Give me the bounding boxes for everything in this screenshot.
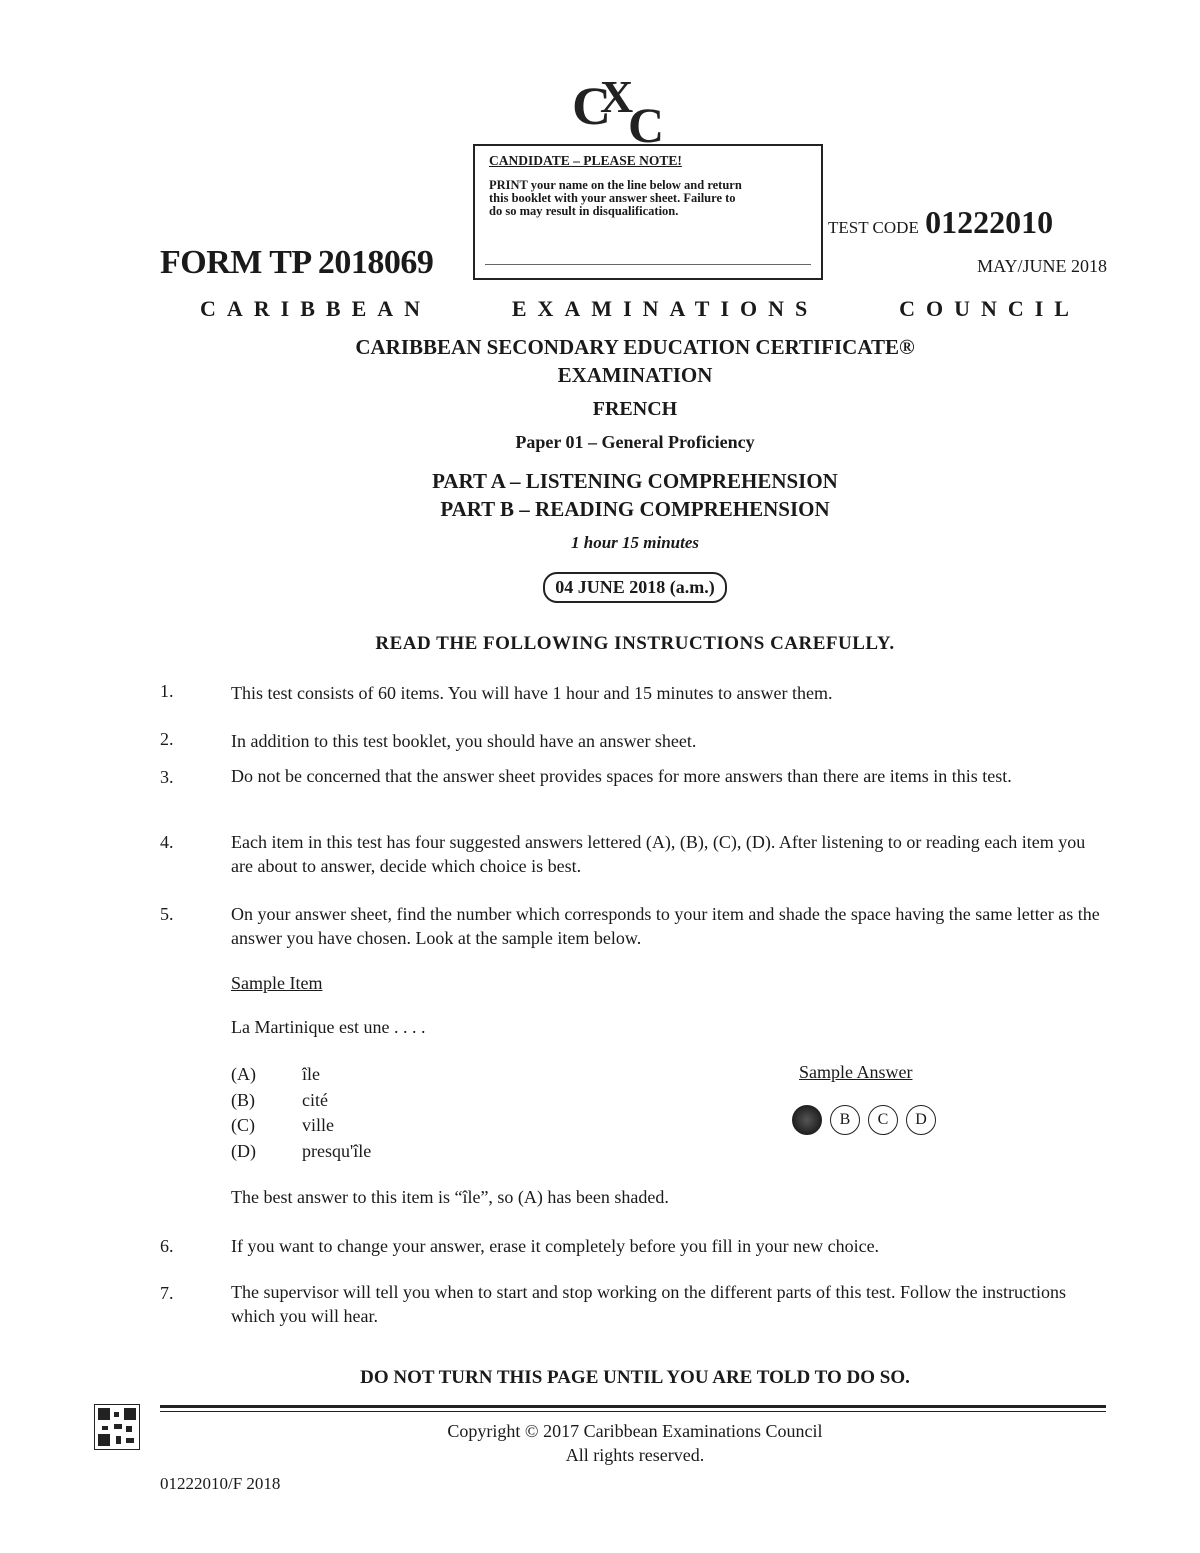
form-id: FORM TP 2018069	[160, 244, 434, 281]
option-text: île	[302, 1064, 320, 1084]
duration: 1 hour 15 minutes	[570, 533, 699, 552]
cxc-logo	[570, 72, 675, 147]
instruction-text: In addition to this test booklet, you should have an answer sheet.	[231, 731, 697, 751]
paper-title: Paper 01 – General Proficiency	[515, 432, 755, 452]
instruction-number: 5.	[160, 904, 174, 924]
parts-block	[0, 467, 1200, 523]
candidate-notice-box	[473, 144, 823, 280]
svg-text:C: C	[572, 76, 611, 136]
instruction-text: This test consists of 60 items. You will have 1 hour and 15 minutes to answer them.	[231, 683, 833, 703]
option-letter: (B)	[231, 1090, 255, 1110]
council-name	[200, 296, 1080, 322]
footer-code: 01222010/F 2018	[160, 1474, 281, 1493]
subject-title: FRENCH	[592, 398, 678, 420]
answer-bubble-d[interactable]: D	[906, 1105, 936, 1135]
council-word-3: COUNCIL	[899, 296, 1080, 321]
instruction-text: Each item in this test has four suggested answers lettered (A), (B), (C), (D). After listening to or reading each item you are about to answer, decide which choice is best.	[231, 832, 1086, 876]
instruction-number: 7.	[160, 1283, 174, 1303]
option-text: cité	[302, 1090, 328, 1110]
council-word-1: CARIBBEAN	[200, 296, 432, 321]
answer-bubble-b[interactable]: B	[830, 1105, 860, 1135]
part-a-title: PART A – LISTENING COMPREHENSION	[432, 469, 838, 493]
svg-text:C: C	[628, 97, 665, 147]
certificate-name: CARIBBEAN SECONDARY EDUCATION CERTIFICATE®	[355, 335, 915, 359]
sample-question: La Martinique est une . . . .	[231, 1017, 426, 1037]
instruction-text: The supervisor will tell you when to start and stop working on the different parts of this test. Follow the instructions which you will hear.	[231, 1282, 1067, 1326]
sample-item-title: Sample Item	[231, 973, 323, 993]
copyright-text: Copyright © 2017 Caribbean Examinations Council	[447, 1421, 823, 1441]
instruction-number: 3.	[160, 767, 174, 787]
answer-bubbles	[792, 1105, 936, 1135]
option-text: presqu'île	[302, 1141, 372, 1161]
examination-label: EXAMINATION	[557, 363, 713, 387]
instruction-number: 4.	[160, 832, 174, 852]
instructions-heading: READ THE FOLLOWING INSTRUCTIONS CAREFULLY.	[375, 633, 895, 654]
instruction-number: 6.	[160, 1236, 174, 1256]
exam-date-wrapper	[0, 572, 1200, 603]
notice-line-2: this booklet with your answer sheet. Failure to	[489, 191, 736, 205]
answer-bubble-a-shaded[interactable]	[792, 1105, 822, 1135]
do-not-turn-warning: DO NOT TURN THIS PAGE UNTIL YOU ARE TOLD TO DO SO.	[360, 1367, 910, 1388]
certificate-title	[0, 333, 1200, 389]
exam-date: 04 JUNE 2018 (a.m.)	[543, 572, 727, 603]
test-code-block	[828, 204, 1053, 241]
footer-rule	[160, 1405, 1106, 1408]
candidate-name-line[interactable]	[485, 264, 811, 265]
notice-line-1: PRINT your name on the line below and return	[489, 178, 742, 192]
instruction-number: 1.	[160, 681, 174, 701]
council-word-2: EXAMINATIONS	[511, 296, 819, 321]
svg-text:X: X	[600, 72, 634, 122]
instruction-text: If you want to change your answer, erase it completely before you fill in your new choice.	[231, 1236, 880, 1256]
instruction-text: On your answer sheet, find the number which corresponds to your item and shade the space having the same letter as the answer you have chosen. Look at the sample item below.	[231, 904, 1100, 948]
answer-bubble-c[interactable]: C	[868, 1105, 898, 1135]
option-letter: (D)	[231, 1141, 256, 1161]
notice-title: CANDIDATE – PLEASE NOTE!	[489, 153, 682, 168]
footer-rule-thin	[160, 1411, 1106, 1412]
test-code-label: TEST CODE	[828, 218, 919, 237]
instruction-text: Do not be concerned that the answer sheet provides spaces for more answers than there are items in this test.	[231, 766, 1012, 786]
sample-answer-title: Sample Answer	[799, 1062, 913, 1082]
part-b-title: PART B – READING COMPREHENSION	[440, 497, 830, 521]
copyright-block	[0, 1419, 1200, 1467]
sample-explanation: The best answer to this item is “île”, so (A) has been shaded.	[231, 1187, 669, 1207]
instruction-number: 2.	[160, 729, 174, 749]
option-text: ville	[302, 1115, 334, 1135]
exam-session: MAY/JUNE 2018	[977, 256, 1107, 276]
test-code-value: 01222010	[925, 204, 1054, 240]
option-letter: (C)	[231, 1115, 255, 1135]
notice-line-3: do so may result in disqualification.	[489, 204, 679, 218]
rights-text: All rights reserved.	[565, 1445, 705, 1465]
option-letter: (A)	[231, 1064, 256, 1084]
